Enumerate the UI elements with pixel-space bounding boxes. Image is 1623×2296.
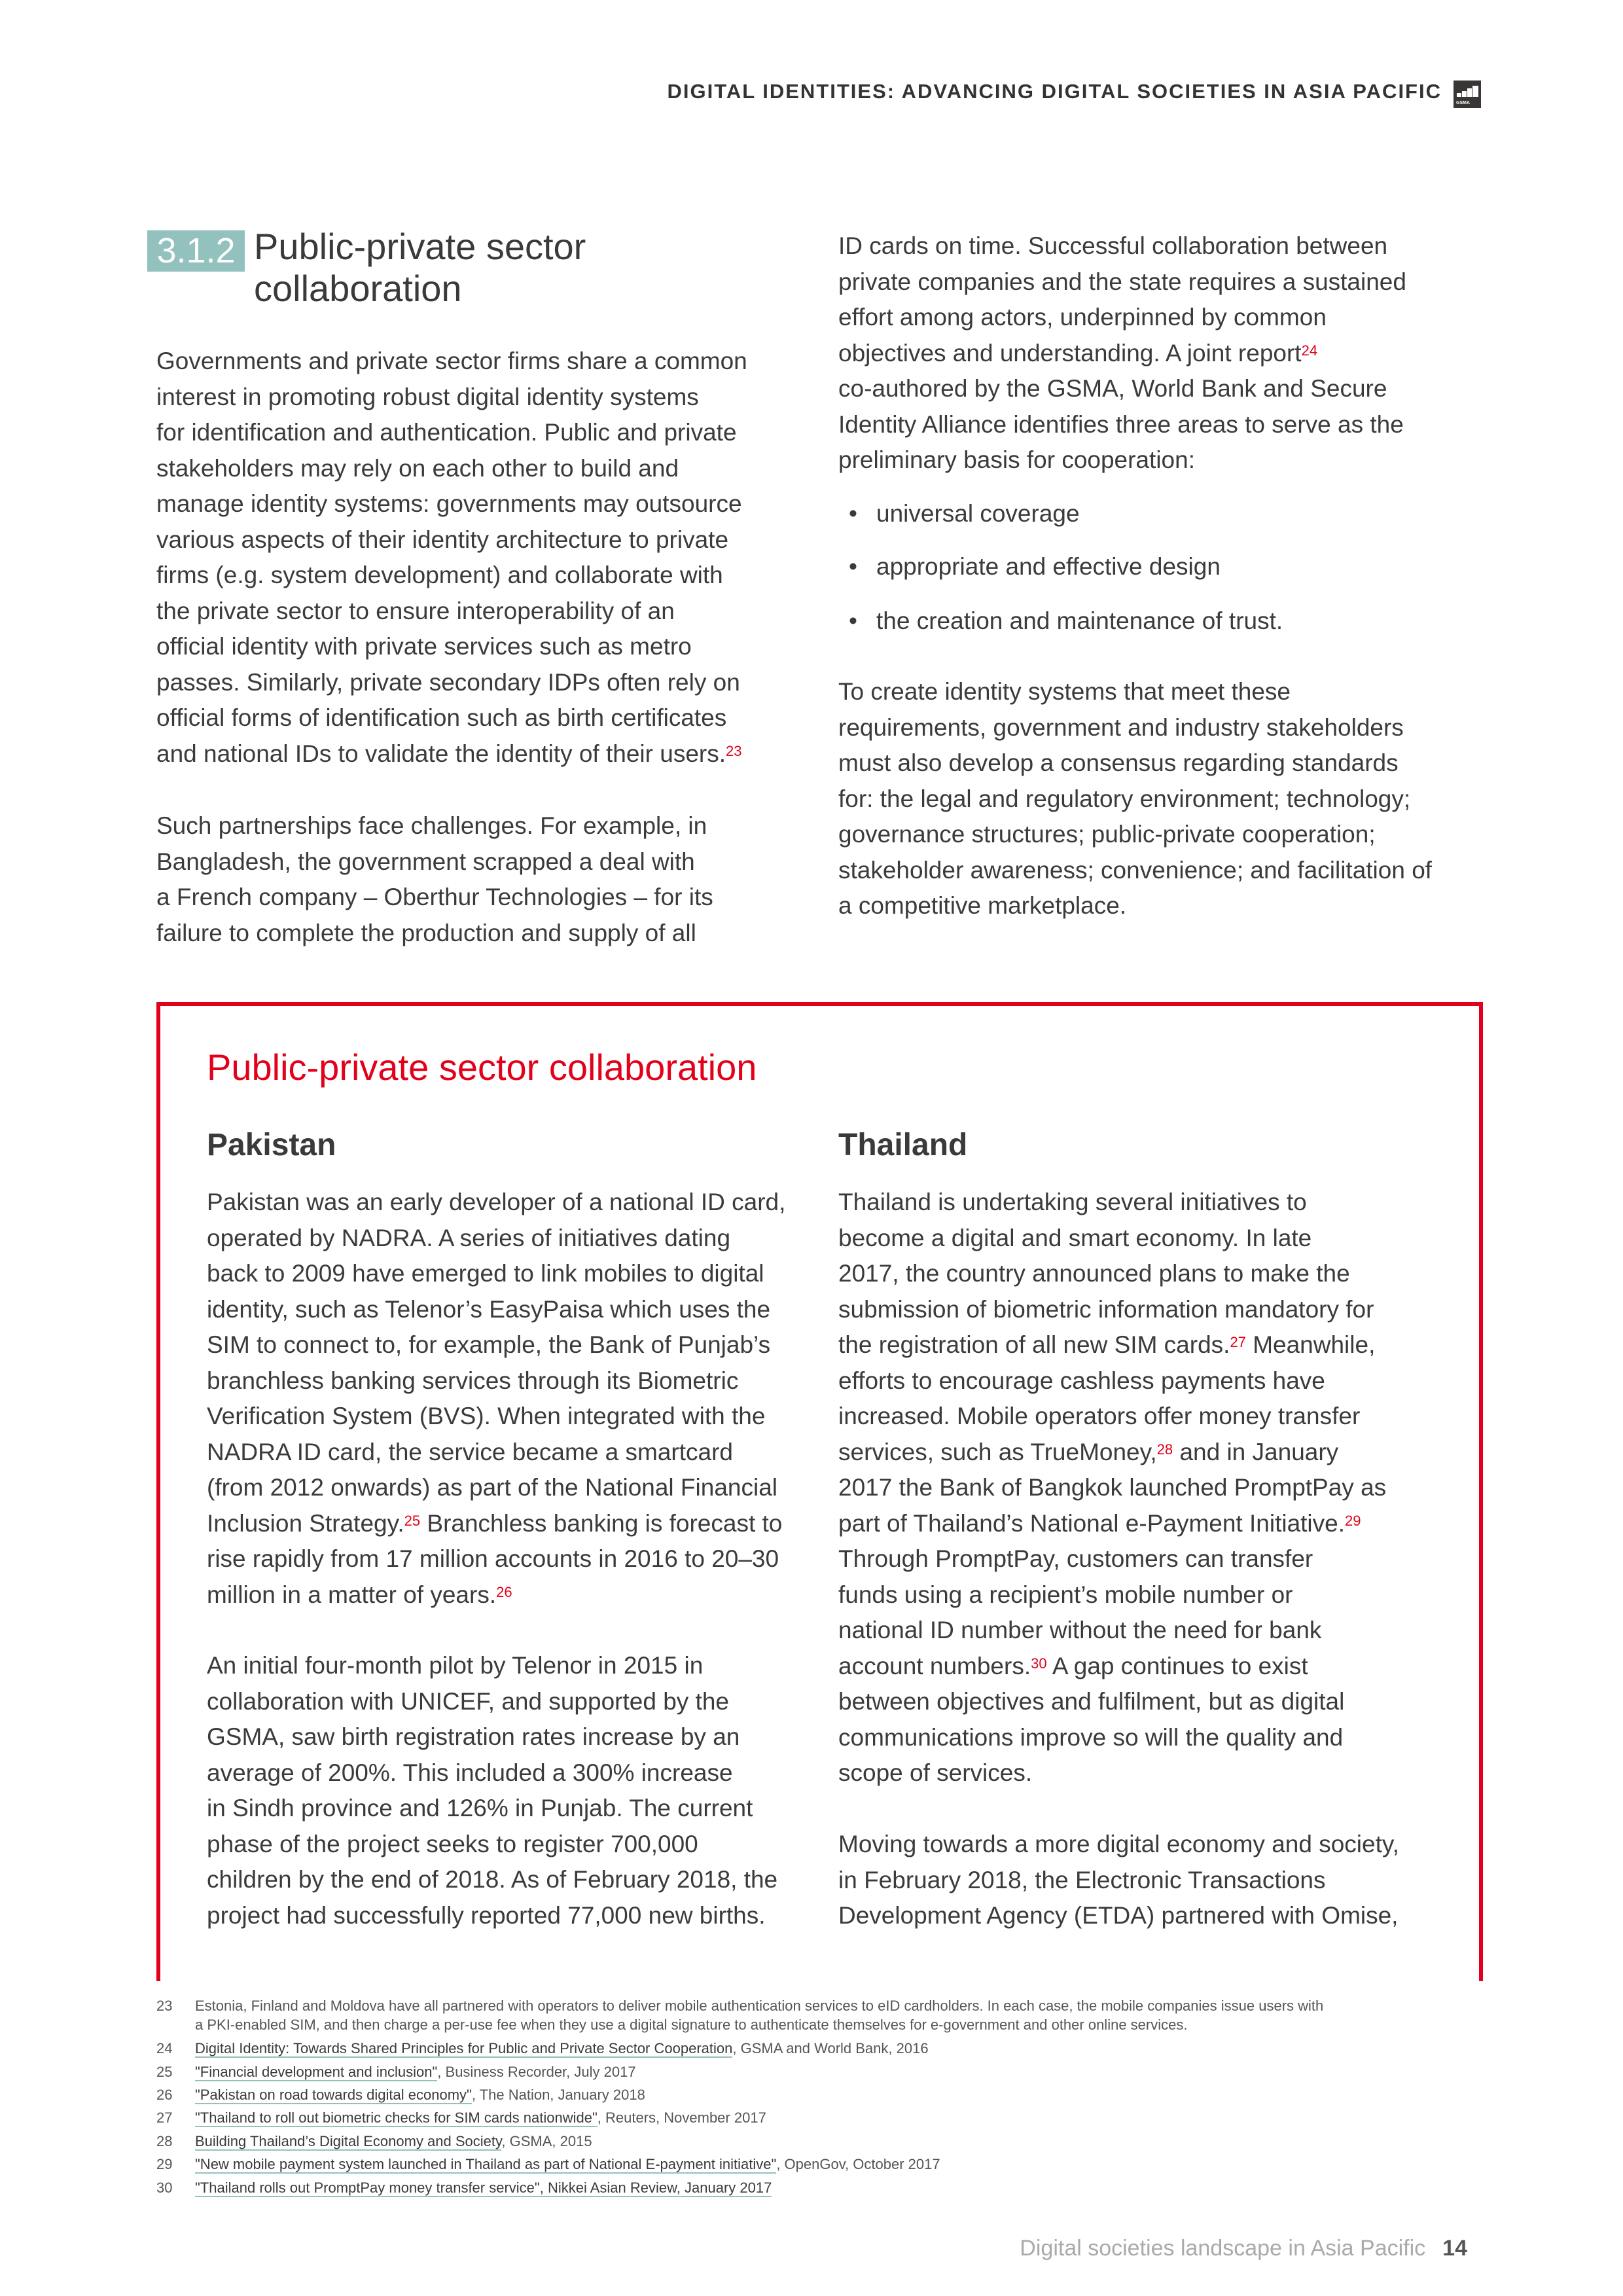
text-line: GSMA, saw birth registration rates increase by an [207,1723,740,1750]
text-line: scope of services. [838,1759,1033,1786]
text-line: rise rapidly from 17 million accounts in 2016 to 20–30 [207,1545,779,1572]
thailand-paragraph-2 [838,1827,1399,1934]
footnote-ref[interactable]: 27 [1230,1334,1246,1350]
text-line: preliminary basis for cooperation: [838,446,1195,473]
page-footer: Digital societies landscape in Asia Pacific 14 [1020,2236,1467,2261]
text-line: ID cards on time. Successful collaboration between [838,232,1388,259]
text-line: Thailand is undertaking several initiatives to [838,1189,1307,1215]
text-line: become a digital and smart economy. In late [838,1224,1312,1251]
footnote-number: 24 [156,2040,173,2056]
text-line: efforts to encourage cashless payments have [838,1367,1325,1394]
text-line: manage identity systems: governments may outsource [156,490,742,517]
footnote-ref[interactable]: 23 [726,742,742,759]
text-line: Development Agency (ETDA) partnered with Omise, [838,1902,1399,1929]
pakistan-heading: Pakistan [207,1128,336,1162]
footnote-number: 26 [156,2087,173,2103]
text-line: for: the legal and regulatory environment; technology; [838,785,1411,812]
text-line: governance structures; public-private cooperation; [838,821,1376,848]
footnote-ref[interactable]: 28 [1156,1441,1173,1458]
footnote-ref[interactable]: 29 [1345,1512,1361,1529]
text-line: must also develop a consensus regarding standards [838,749,1399,776]
footnote-link[interactable]: "New mobile payment system launched in Thailand as part of National E-payment initiative" [195,2156,777,2172]
footnote-link[interactable]: "Thailand to roll out biometric checks for SIM cards nationwide" [195,2109,597,2126]
running-header: DIGITAL IDENTITIES: ADVANCING DIGITAL SOCIETIES IN ASIA PACIFIC [667,80,1442,103]
text-line: and national IDs to validate the identity of their users.$^{23}$ [156,740,742,767]
text-line: children by the end of 2018. As of February 2018, the [207,1866,778,1893]
text-line: the registration of all new SIM cards.$^{27}$ Meanwhile, [838,1331,1376,1358]
text-line: project had successfully reported 77,000 new births. [207,1901,766,1929]
text-line: identity, such as Telenor’s EasyPaisa which uses the [207,1295,771,1323]
text-line: phase of the project seeks to register 700,000 [207,1830,698,1857]
text-line: communications improve so will the quality and [838,1723,1344,1751]
gsma-logo: GSMA [1454,81,1481,108]
text-line: passes. Similarly, private secondary IDPs often rely on [156,668,740,696]
text-line: failure to complete the production and supply of all [156,919,696,946]
right-paragraph-2 [838,674,1432,924]
footnote-number: 29 [156,2156,173,2172]
text-line: in Sindh province and 126% in Punjab. The current [207,1795,753,1821]
footnote-text: "New mobile payment system launched in Thailand as part of National E-payment initiative", OpenGov, October 2017 [195,2156,940,2172]
footnote-number: 28 [156,2133,173,2149]
footnote-link[interactable]: "Pakistan on road towards digital economy" [195,2087,472,2103]
left-paragraph-1 [156,344,747,772]
text-line: Identity Alliance identifies three areas to serve as the [838,410,1404,438]
bullet-item: • universal coverage [849,500,1080,527]
text-line: part of Thailand’s National e-Payment Initiative.$^{29}$ [838,1509,1361,1537]
text-line: Bangladesh, the government scrapped a deal with [156,848,695,875]
text-line: in February 2018, the Electronic Transactions [838,1866,1326,1893]
footnote-number: 27 [156,2109,173,2126]
footnote-number: 30 [156,2179,173,2196]
text-line: a French company – Oberthur Technologies – for its [156,884,713,910]
text-line: official identity with private services such as metro [156,633,692,660]
text-line: official forms of identification such as birth certificates [156,704,727,731]
pakistan-paragraph-2 [207,1648,777,1933]
footnote-link[interactable]: "Financial development and inclusion" [195,2064,438,2080]
footnote-text: "Financial development and inclusion", Business Recorder, July 2017 [195,2064,636,2080]
page-number: 14 [1442,2236,1467,2261]
text-line: Pakistan was an early developer of a national ID card, [207,1189,786,1215]
text-line: To create identity systems that meet these [838,678,1291,705]
text-line: various aspects of their identity architecture to private [156,526,729,553]
section-number: 3.1.2 [147,230,245,272]
footnote-text: "Pakistan on road towards digital economy", The Nation, January 2018 [195,2087,645,2103]
footnote-ref[interactable]: 26 [496,1583,512,1600]
text-line: Through PromptPay, customers can transfer [838,1545,1313,1572]
footnote-text: Digital Identity: Towards Shared Principles for Public and Private Sector Cooperation, GSMA and World Bank, 2016 [195,2040,929,2056]
thailand-paragraph-1 [838,1185,1386,1791]
text-line: submission of biometric information mandatory for [838,1295,1374,1323]
footnote-link[interactable]: "Thailand rolls out PromptPay money transfer service", Nikkei Asian Review, January 2017 [195,2179,772,2196]
footnote-text: Estonia, Finland and Moldova have all partnered with operators to deliver mobile authentication services to eID cardholders. In each case, the mobile companies issue users with a PKI-enabled SIM, and then charge a per-use fee when they use a digital signature to authenticate themselves for e-government and other online services. [195,1998,1324,2033]
text-line: interest in promoting robust digital identity systems [156,383,699,410]
footnote-ref[interactable]: 30 [1031,1655,1047,1672]
text-line: Governments and private sector firms share a common [156,348,747,374]
text-line: Moving towards a more digital economy and society, [838,1831,1399,1857]
text-line: stakeholder awareness; convenience; and facilitation of [838,856,1433,884]
footnote-text [195,2178,772,2197]
text-line: co-authored by the GSMA, World Bank and Secure [838,375,1387,402]
footnote-ref[interactable]: 25 [404,1512,421,1529]
right-paragraph-1 [838,228,1406,478]
text-line: branchless banking services through its Biometric [207,1367,739,1394]
thailand-heading: Thailand [838,1128,968,1162]
footnote-link[interactable]: Digital Identity: Towards Shared Principles for Public and Private Sector Cooperation [195,2040,733,2056]
text-line: funds using a recipient’s mobile number or [838,1581,1293,1608]
text-line: (from 2012 onwards) as part of the National Financial [207,1474,777,1501]
box-title: Public-private sector collaboration [207,1047,757,1088]
text-line: requirements, government and industry stakeholders [838,713,1404,741]
text-line: average of 200%. This included a 300% increase [207,1759,733,1786]
section-title: Public-private sector collaboration [254,226,586,309]
text-line: a competitive marketplace. [838,892,1127,919]
text-line: NADRA ID card, the service became a smartcard [207,1438,734,1465]
text-line: increased. Mobile operators offer money transfer [838,1403,1361,1429]
bullet-item: • the creation and maintenance of trust. [849,607,1283,634]
footnote-text: Building Thailand’s Digital Economy and Society, GSMA, 2015 [195,2133,592,2149]
text-line: objectives and understanding. A joint report$^{24}$ [838,339,1318,367]
pakistan-paragraph-1 [207,1185,785,1613]
bullet-item: • appropriate and effective design [849,553,1221,580]
text-line: back to 2009 have emerged to link mobiles to digital [207,1260,764,1287]
text-line: Such partnerships face challenges. For example, in [156,812,707,839]
text-line: between objectives and fulfilment, but as digital [838,1688,1345,1715]
footnote-text: "Thailand to roll out biometric checks for SIM cards nationwide", Reuters, November 2017 [195,2109,766,2126]
text-line: effort among actors, underpinned by common [838,304,1327,331]
footnote-number: 23 [156,1998,173,2014]
footnote-link[interactable]: Building Thailand’s Digital Economy and Society [195,2133,502,2149]
footnote-ref[interactable]: 24 [1301,342,1318,359]
text-line: Verification System (BVS). When integrated with the [207,1403,766,1429]
text-line: stakeholders may rely on each other to build and [156,454,679,482]
text-line: national ID number without the need for bank [838,1617,1322,1643]
text-line: 2017, the country announced plans to make the [838,1260,1350,1287]
text-line: SIM to connect to, for example, the Bank of Punjab’s [207,1331,771,1358]
text-line: account numbers.$^{30}$ A gap continues to exist [838,1652,1308,1679]
text-line: collaboration with UNICEF, and supported by the [207,1687,729,1715]
text-line: for identification and authentication. Public and private [156,419,737,446]
text-line: private companies and the state requires a sustained [838,268,1406,295]
text-line: million in a matter of years.$^{26}$ [207,1581,512,1608]
footnote-number: 25 [156,2064,173,2080]
text-line: 2017 the Bank of Bangkok launched PromptPay as [838,1474,1387,1501]
text-line: operated by NADRA. A series of initiatives dating [207,1224,731,1251]
text-line: the private sector to ensure interoperability of an [156,597,675,624]
text-line: Inclusion Strategy.$^{25}$ Branchless banking is forecast to [207,1509,783,1537]
left-paragraph-2 [156,808,713,951]
text-line: firms (e.g. system development) and collaborate with [156,562,723,588]
text-line: services, such as TrueMoney,$^{28}$ and in January [838,1438,1339,1465]
text-line: An initial four-month pilot by Telenor in 2015 in [207,1652,704,1679]
